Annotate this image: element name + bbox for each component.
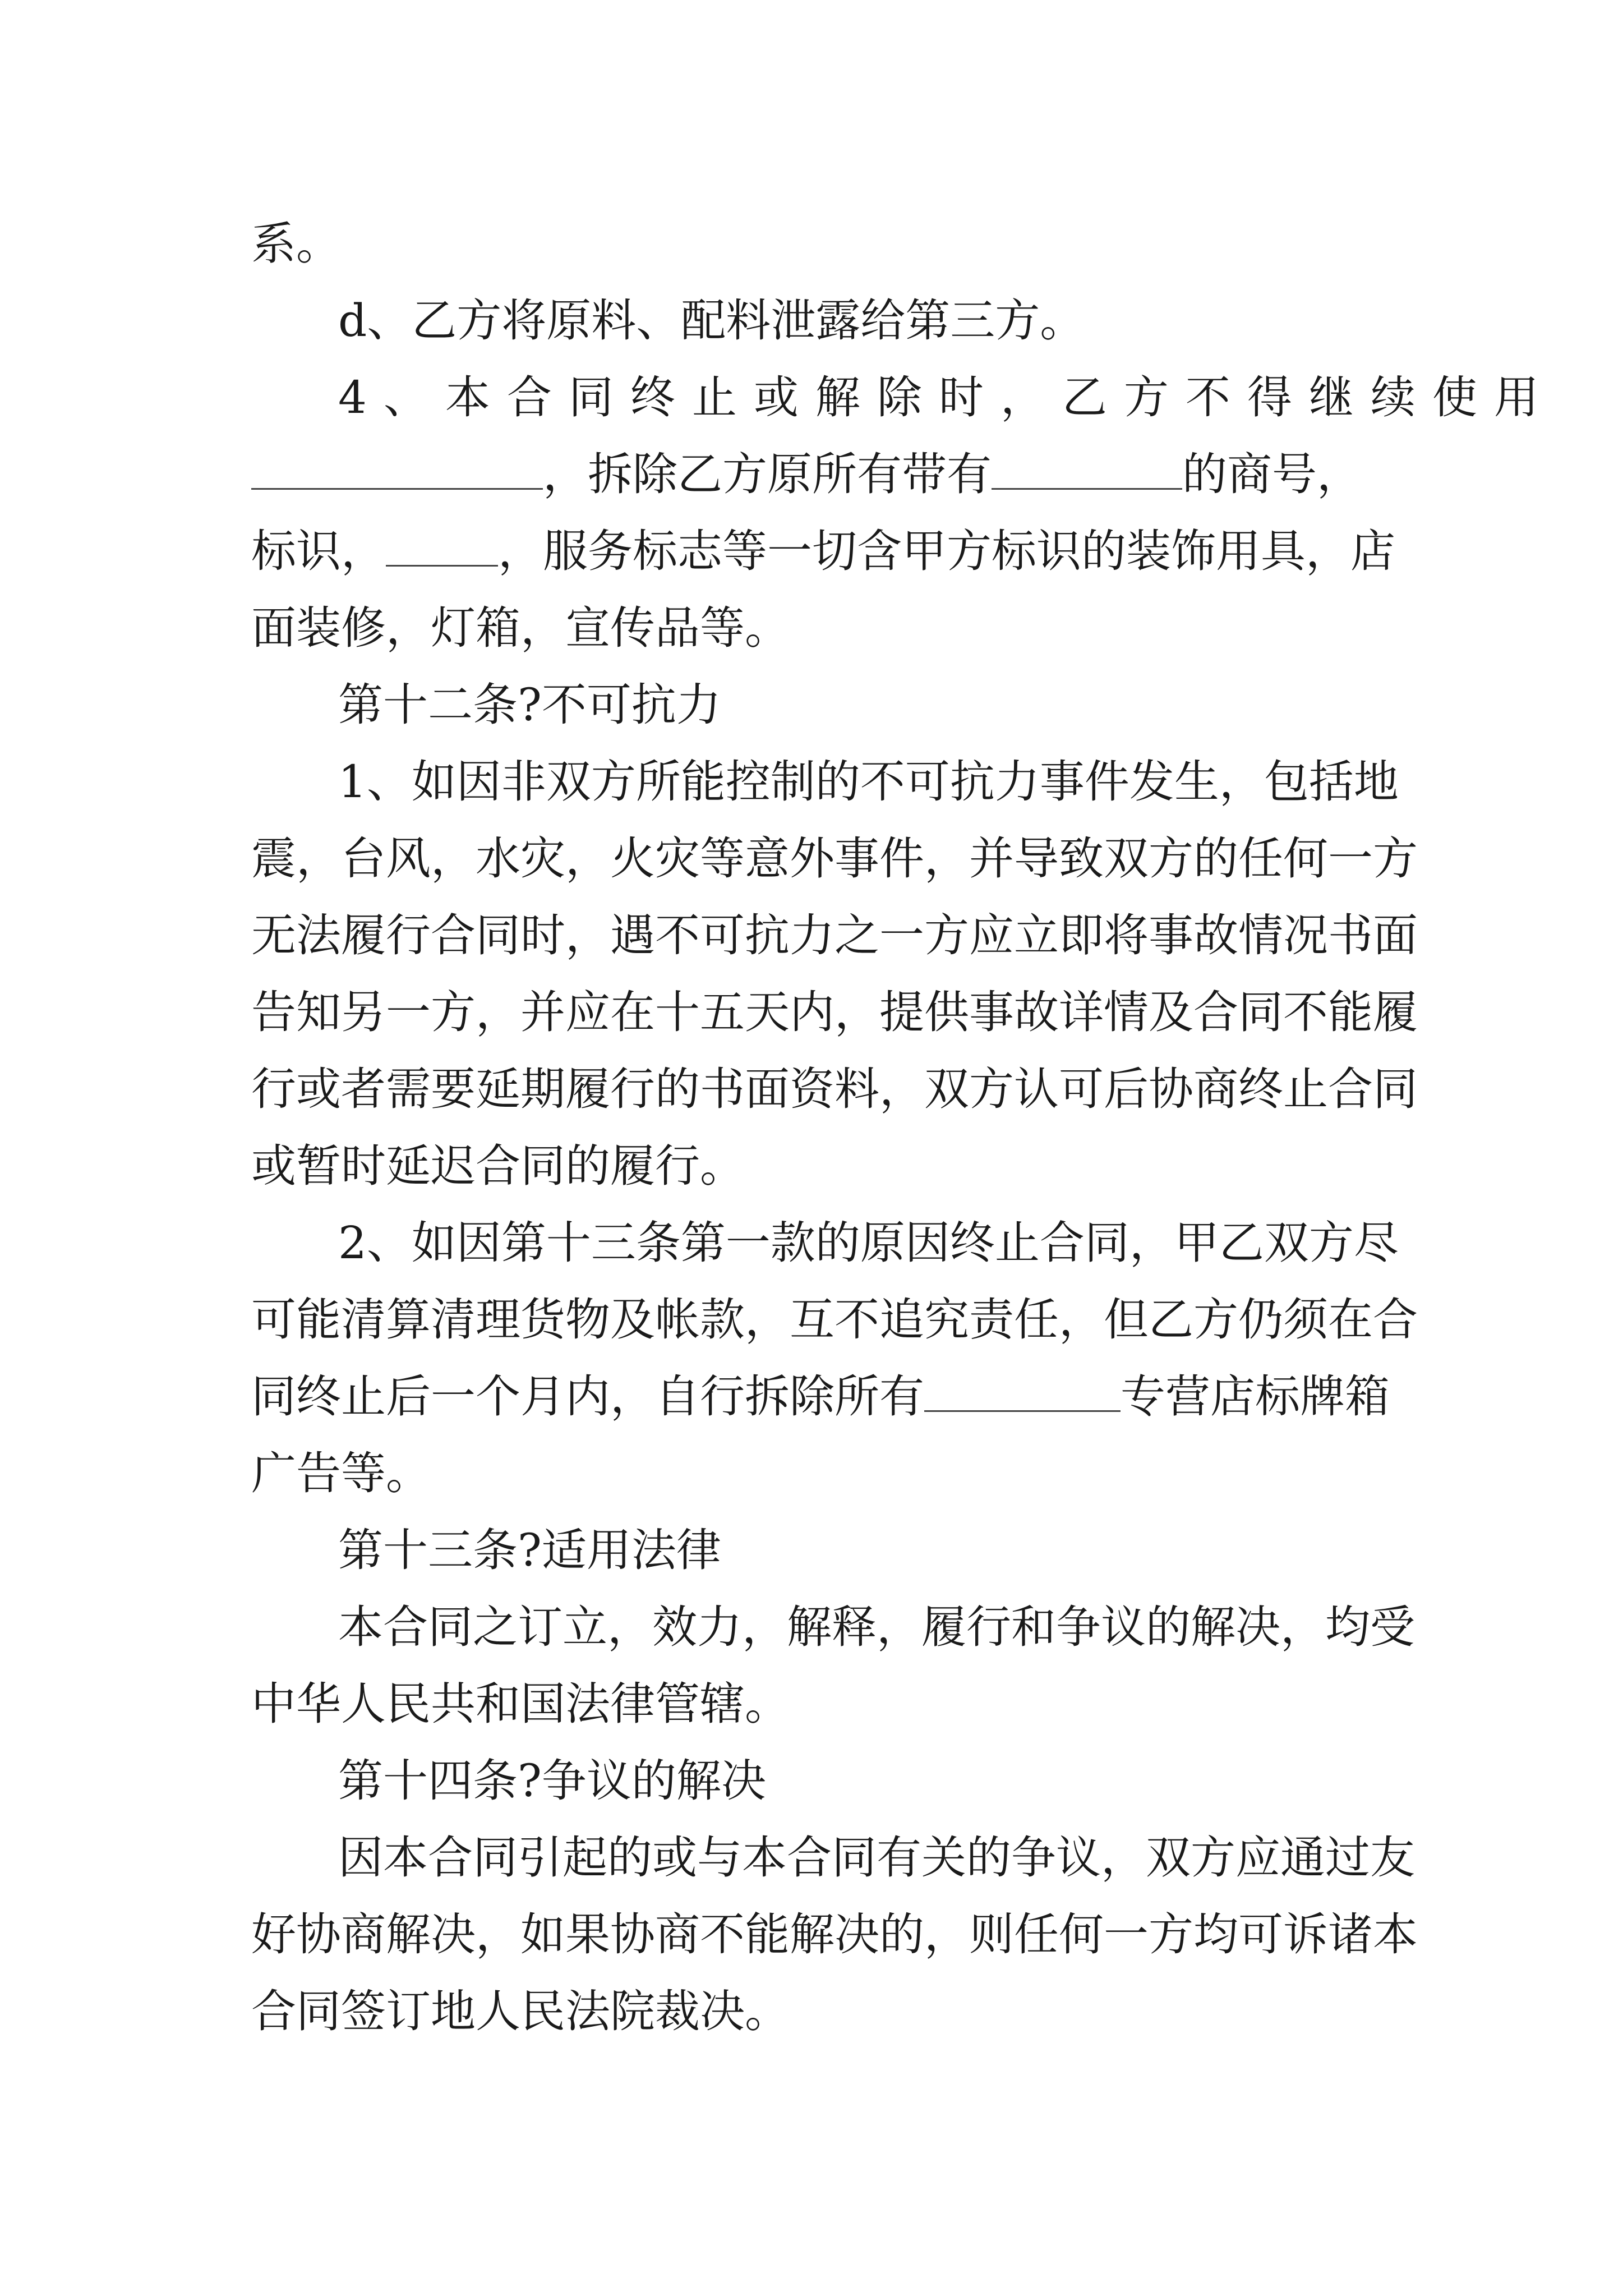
line-text: 同终止后一个月内，自行拆除所有 xyxy=(251,1370,924,1423)
section-heading xyxy=(251,1739,1384,1823)
section-heading xyxy=(251,1508,1384,1593)
line-text: 2、如因第十三条第一款的原因终止合同，甲乙双方尽 xyxy=(338,1217,1399,1269)
paragraph-line xyxy=(251,1585,1415,1669)
fill-in-blank xyxy=(251,452,543,490)
paragraph-line xyxy=(251,279,1384,363)
line-text: 广告等。 xyxy=(251,1447,431,1499)
line-text: 标识， xyxy=(251,525,386,577)
fill-in-blank xyxy=(992,452,1182,490)
paragraph-line xyxy=(251,1662,1384,1746)
paragraph-line xyxy=(251,1893,1418,1977)
paragraph-line xyxy=(251,1970,1384,2054)
paragraph-line xyxy=(251,432,1384,517)
paragraph-line xyxy=(251,1355,1390,1439)
line-text: 告知另一方，并应在十五天内，提供事故详情及合同不能履 xyxy=(251,986,1418,1038)
paragraph-line xyxy=(251,1278,1418,1362)
line-text: 或暂时延迟合同的履行。 xyxy=(251,1140,745,1192)
line-text: 系。 xyxy=(251,218,341,270)
line-text: 4、本合同终止或解除时，乙方不得继续使用 xyxy=(338,371,1556,424)
paragraph-line xyxy=(251,894,1418,978)
paragraph-line xyxy=(251,202,1384,286)
line-text: 可能清算清理货物及帐款，互不追究责任，但乙方仍须在合 xyxy=(251,1294,1418,1346)
line-text: ，服务标志等一切含甲方标识的装饰用具，店 xyxy=(498,525,1395,577)
heading-text: 第十四条?争议的解决 xyxy=(338,1755,766,1807)
line-text: 无法履行合同时，遇不可抗力之一方应立即将事故情况书面 xyxy=(251,909,1418,961)
paragraph-line xyxy=(251,1816,1415,1900)
section-heading xyxy=(251,663,1384,747)
line-text: 面装修，灯箱，宣传品等。 xyxy=(251,602,790,654)
heading-text: 第十二条?不可抗力 xyxy=(338,679,721,731)
fill-in-blank xyxy=(924,1374,1121,1412)
paragraph-line xyxy=(251,740,1399,824)
line-text: 中华人民共和国法律管辖。 xyxy=(251,1678,790,1730)
paragraph-line xyxy=(251,1201,1399,1285)
line-text: ，拆除乙方原所有带有 xyxy=(543,448,992,500)
heading-text: 第十三条?适用法律 xyxy=(338,1524,721,1576)
paragraph-line xyxy=(251,586,1384,670)
paragraph-line xyxy=(251,1432,1384,1516)
line-text: 专营店标牌箱 xyxy=(1121,1370,1390,1423)
paragraph-line xyxy=(251,356,1556,440)
line-text: 好协商解决，如果协商不能解决的，则任何一方均可诉诸本 xyxy=(251,1908,1418,1961)
line-text: 行或者需要延期履行的书面资料，双方认可后协商终止合同 xyxy=(251,1063,1418,1115)
paragraph-line xyxy=(251,1124,1384,1208)
line-text: 本合同之订立，效力，解释，履行和争议的解决，均受 xyxy=(338,1601,1415,1653)
paragraph-line xyxy=(251,1047,1418,1131)
line-text: 震，台风，水灾，火灾等意外事件，并导致双方的任何一方 xyxy=(251,832,1418,885)
line-text: 因本合同引起的或与本合同有关的争议，双方应通过友 xyxy=(338,1832,1415,1884)
paragraph-line xyxy=(251,817,1418,901)
line-text: 合同签订地人民法院裁决。 xyxy=(251,1985,790,2037)
line-text: 的商号， xyxy=(1182,448,1362,500)
paragraph-line xyxy=(251,970,1418,1055)
line-text: 1、如因非双方所能控制的不可抗力事件发生，包括地 xyxy=(338,756,1399,808)
fill-in-blank xyxy=(386,529,498,567)
line-text: d、乙方将原料、配料泄露给第三方。 xyxy=(338,295,1085,347)
paragraph-line xyxy=(251,509,1395,593)
